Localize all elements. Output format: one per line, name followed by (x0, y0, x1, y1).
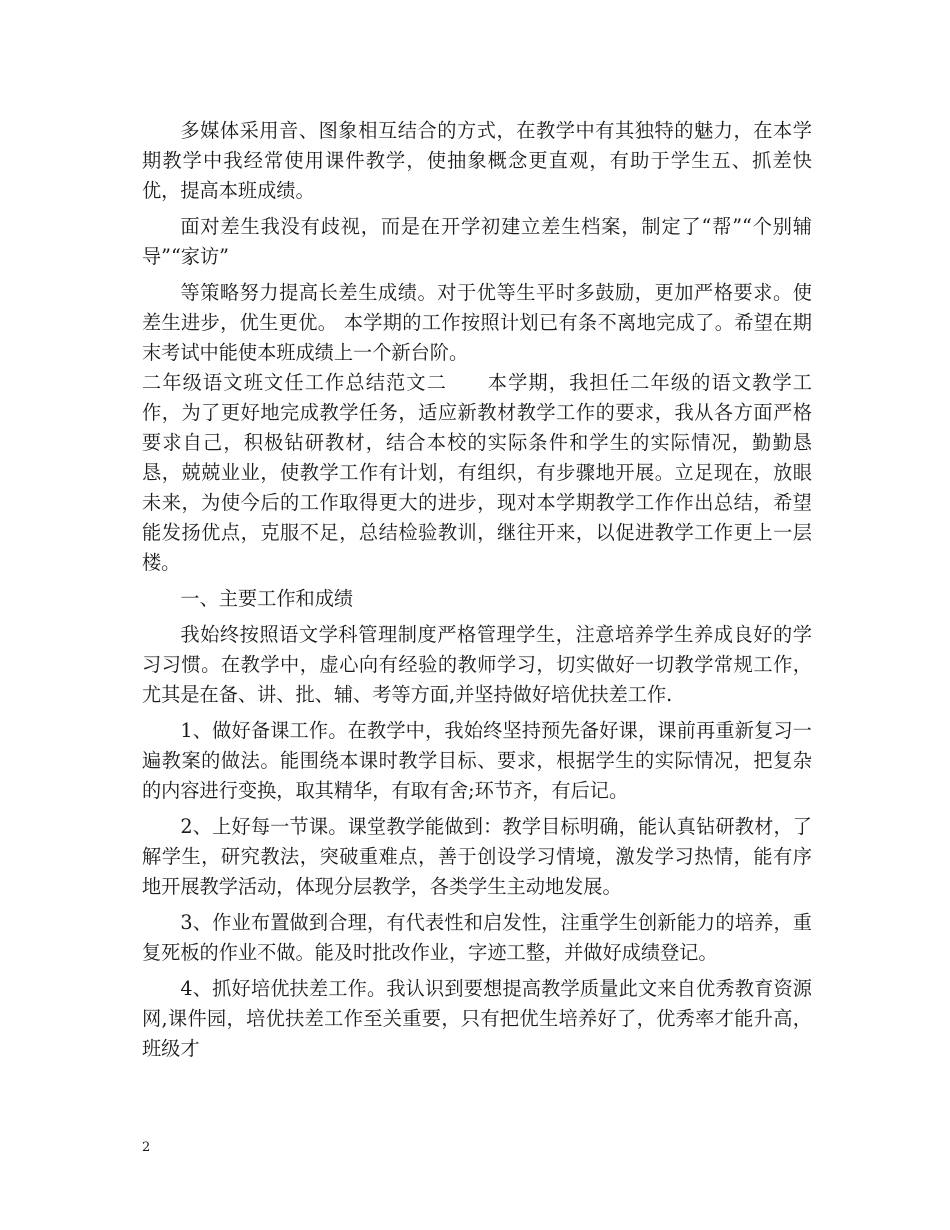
document-body (142, 116, 812, 1064)
paragraph-strategies: 等策略努力提高长差生成绩。对于优等生平时多鼓励，更加严格要求。使差生进步，优生更优。 本学期的工作按照计划已有条不离地完成了。希望在期末考试中能使本班成绩上一个新台阶。 (142, 281, 812, 364)
paragraph-homework: 3、作业布置做到合理，有代表性和启发性，注重学生创新能力的培养，重复死板的作业不做。能及时批改作业，字迹工整，并做好成绩登记。 (142, 911, 812, 964)
paragraph-struggling-students: 面对差生我没有歧视，而是在开学初建立差生档案，制定了“帮”“个别辅导”“家访” (142, 215, 812, 268)
paragraph-classroom-teaching: 2、上好每一节课。课堂教学能做到：教学目标明确，能认真钻研教材，了解学生，研究教法，突破重难点，善于创设学习情境，激发学习热情，能有序地开展教学活动，体现分层教学，各类学生主动地发展。 (142, 815, 812, 898)
paragraph-lesson-prep: 1、做好备课工作。在教学中，我始终坚持预先备好课，课前再重新复习一遍教案的做法。能围绕本课时教学目标、要求，根据学生的实际情况，把复杂的内容进行变换，取其精华，有取有舍;环节齐，有后记。 (142, 719, 812, 802)
paragraph-multimedia: 多媒体采用音、图象相互结合的方式，在教学中有其独特的魅力，在本学期教学中我经常使用课件教学，使抽象概念更直观，有助于学生五、抓差快优，提高本班成绩。 (142, 119, 812, 202)
paragraph-class-management: 我始终按照语文学科管理制度严格管理学生，注意培养学生养成良好的学习习惯。在教学中，虚心向有经验的教师学习，切实做好一切教学常规工作，尤其是在备、讲、批、辅、考等方面,并坚持做好培优扶差工作. (142, 623, 812, 706)
paragraph-tutoring: 4、抓好培优扶差工作。我认识到要想提高教学质量此文来自优秀教育资源网,课件园，培优扶差工作至关重要，只有把优生培养好了，优秀率才能升高，班级才 (142, 977, 812, 1060)
paragraph-summary-intro: 二年级语文班文任工作总结范文二 本学期，我担任二年级的语文教学工作，为了更好地完成教学任务，适应新教材教学工作的要求，我从各方面严格要求自己，积极钻研教材，结合本校的实际条件和学生的实际情况，勤勤恳恳，兢兢业业，使教学工作有计划，有组织，有步骤地开展。立足现在，放眼未来，为使今后的工作取得更大的进步，现对本学期教学工作作出总结，希望能发扬优点，克服不足，总结检验教训，继往开来，以促进教学工作更上一层楼。 (142, 371, 812, 574)
section-heading-main-work: 一、主要工作和成绩 (180, 587, 354, 610)
page-number: 2 (142, 1140, 151, 1155)
